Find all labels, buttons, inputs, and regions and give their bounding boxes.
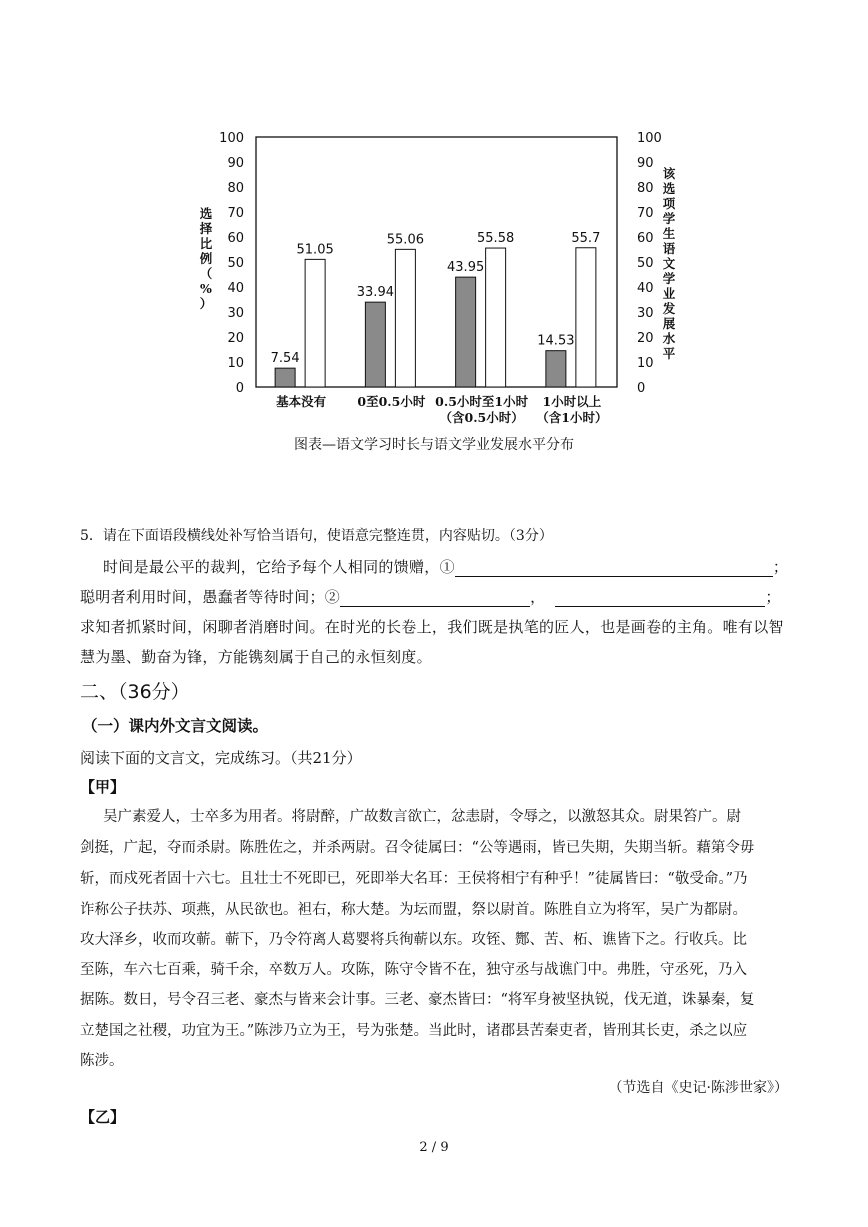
passage-jia-line: 斩，而戍死者固十六七。且壮士不死即已，死即举大名耳：王侯将相宁有种乎！”徒属皆曰：“敬受命。”乃 (80, 871, 748, 887)
bar-value-label: 14.53 (537, 333, 575, 349)
bar-development-level (486, 248, 506, 387)
question-5-line-3: 求知者抓紧时间，闲聊者消磨时间。在时光的长卷上，我们既是执笔的匠人，也是画卷的主角。唯有以智 (80, 618, 784, 636)
answer-blank-2a[interactable] (340, 590, 530, 607)
x-category-label: （含0.5小时） (439, 410, 524, 425)
bar-development-level (395, 249, 415, 387)
y-tick-label-left: 50 (227, 256, 244, 271)
bar-development-level (576, 248, 596, 387)
question-5-prompt: 5．请在下面语段横线处补写恰当语句，使语意完整连贯，内容贴切。（3分） (80, 528, 553, 544)
bar-value-label: 33.94 (356, 285, 394, 301)
passage-jia-line: 立楚国之社稷，功宜为王。”陈涉乃立为王，号为张楚。当此时，诸郡县苦秦吏者，皆刑其长吏，杀之以应 (80, 1023, 748, 1039)
bar-value-label: 7.54 (270, 351, 300, 367)
y-tick-label-left: 40 (227, 281, 244, 296)
passage-jia-label: 【甲】 (80, 778, 126, 796)
bar-value-label: 55.58 (477, 231, 515, 247)
y-tick-label-right: 70 (637, 206, 654, 221)
chart-caption: 图表—语文学习时长与语文学业发展水平分布 (294, 437, 574, 453)
passage-source: （节选自《史记·陈涉世家》） (608, 1080, 788, 1096)
reading-instruction: 阅读下面的文言文，完成练习。（共21分） (80, 749, 362, 767)
bar-value-label: 51.05 (296, 242, 334, 258)
y-tick-label-right: 50 (637, 256, 654, 271)
bar-value-label: 43.95 (447, 260, 485, 276)
x-category-label: 基本没有 (276, 394, 327, 409)
page-number: 2 / 9 (419, 1140, 449, 1155)
answer-blank-1[interactable] (455, 560, 773, 577)
y-tick-label-left: 70 (227, 206, 244, 221)
section-2-title: 二、（36分） (80, 681, 190, 703)
y-tick-label-left: 90 (227, 156, 244, 171)
y-tick-label-left: 0 (235, 381, 244, 396)
passage-jia-line: 据陈。数日，号令召三老、豪杰与皆来会计事。三老、豪杰皆曰：“将军身被坚执锐，伐无道，诛暴秦，复 (80, 992, 755, 1008)
y-tick-label-right: 80 (637, 181, 654, 196)
passage-yi-label: 【乙】 (80, 1108, 126, 1126)
y-tick-label-left: 100 (219, 131, 244, 146)
y-tick-label-right: 40 (637, 281, 654, 296)
bar-value-label: 55.06 (386, 232, 424, 248)
passage-jia-line: 剑挺，广起，夺而杀尉。陈胜佐之，并杀两尉。召令徒属曰：“公等遇雨，皆已失期，失期当斩。藉第令毋 (80, 840, 755, 856)
x-category-label: 0至0.5小时 (357, 394, 426, 409)
answer-blank-2b[interactable] (555, 590, 765, 607)
subsection-1-title: （一）课内外文言文阅读。 (82, 716, 269, 735)
y-tick-label-right: 90 (637, 156, 654, 171)
passage-jia-line: 陈涉。 (80, 1053, 124, 1069)
bar-selection-ratio (456, 277, 476, 387)
bar-development-level (305, 259, 325, 387)
line-2-text: 聪明者利用时间，愚蠢者等待时间；② (80, 588, 341, 606)
line-2-mid: ， (530, 588, 546, 606)
y-tick-label-left: 10 (227, 356, 244, 371)
bar-selection-ratio (365, 302, 385, 387)
question-5-line-4: 慧为墨、勤奋为锋，方能镌刻属于自己的永恒刻度。 (80, 648, 432, 666)
x-category-label: 1小时以上 (542, 394, 602, 409)
y-tick-label-right: 20 (637, 331, 654, 346)
bar-selection-ratio (546, 351, 566, 387)
y-tick-label-right: 60 (637, 231, 654, 246)
line-1-end: ； (772, 558, 789, 576)
passage-jia-line: 吴广素爱人，士卒多为用者。将尉醉，广故数言欲亡，忿恚尉，令辱之，以激怒其众。尉果笞广。尉 (103, 809, 741, 825)
y-tick-label-left: 30 (227, 306, 244, 321)
y-tick-label-left: 60 (227, 231, 244, 246)
x-category-label: （含1小时） (536, 410, 608, 425)
y-tick-label-right: 100 (637, 131, 662, 146)
x-category-label: 0.5小时至1小时 (435, 394, 529, 409)
passage-jia-line: 攻大泽乡，收而攻蕲。蕲下，乃令符离人葛婴将兵徇蕲以东。攻铚、酂、苦、柘、谯皆下之。行收兵。比 (80, 932, 747, 948)
bar-selection-ratio (275, 368, 295, 387)
y-tick-label-right: 30 (637, 306, 654, 321)
bar-chart (0, 0, 868, 470)
bar-value-label: 55.7 (571, 230, 601, 246)
y-tick-label-right: 10 (637, 356, 654, 371)
question-5-line-1 (103, 556, 788, 577)
passage-jia-line: 诈称公子扶苏、项燕，从民欲也。袒右，称大楚。为坛而盟，祭以尉首。陈胜自立为将军，吴广为都尉。 (80, 902, 747, 918)
line-2-end: ； (765, 588, 781, 606)
y-tick-label-left: 80 (227, 181, 244, 196)
question-5-line-2 (80, 586, 781, 607)
y-axis-title-left: 选择比例（%） (199, 206, 213, 311)
y-tick-label-left: 20 (227, 331, 244, 346)
line-1-text: 时间是最公平的裁判，它给予每个人相同的馈赠，① (103, 558, 455, 576)
y-tick-label-right: 0 (637, 381, 646, 396)
y-axis-title-right: 该选项学生语文学业发展水平 (662, 166, 676, 361)
passage-jia-line: 至陈，车六七百乘，骑千余，卒数万人。攻陈，陈守令皆不在，独守丞与战谯门中。弗胜，守丞死，乃入 (80, 962, 747, 978)
